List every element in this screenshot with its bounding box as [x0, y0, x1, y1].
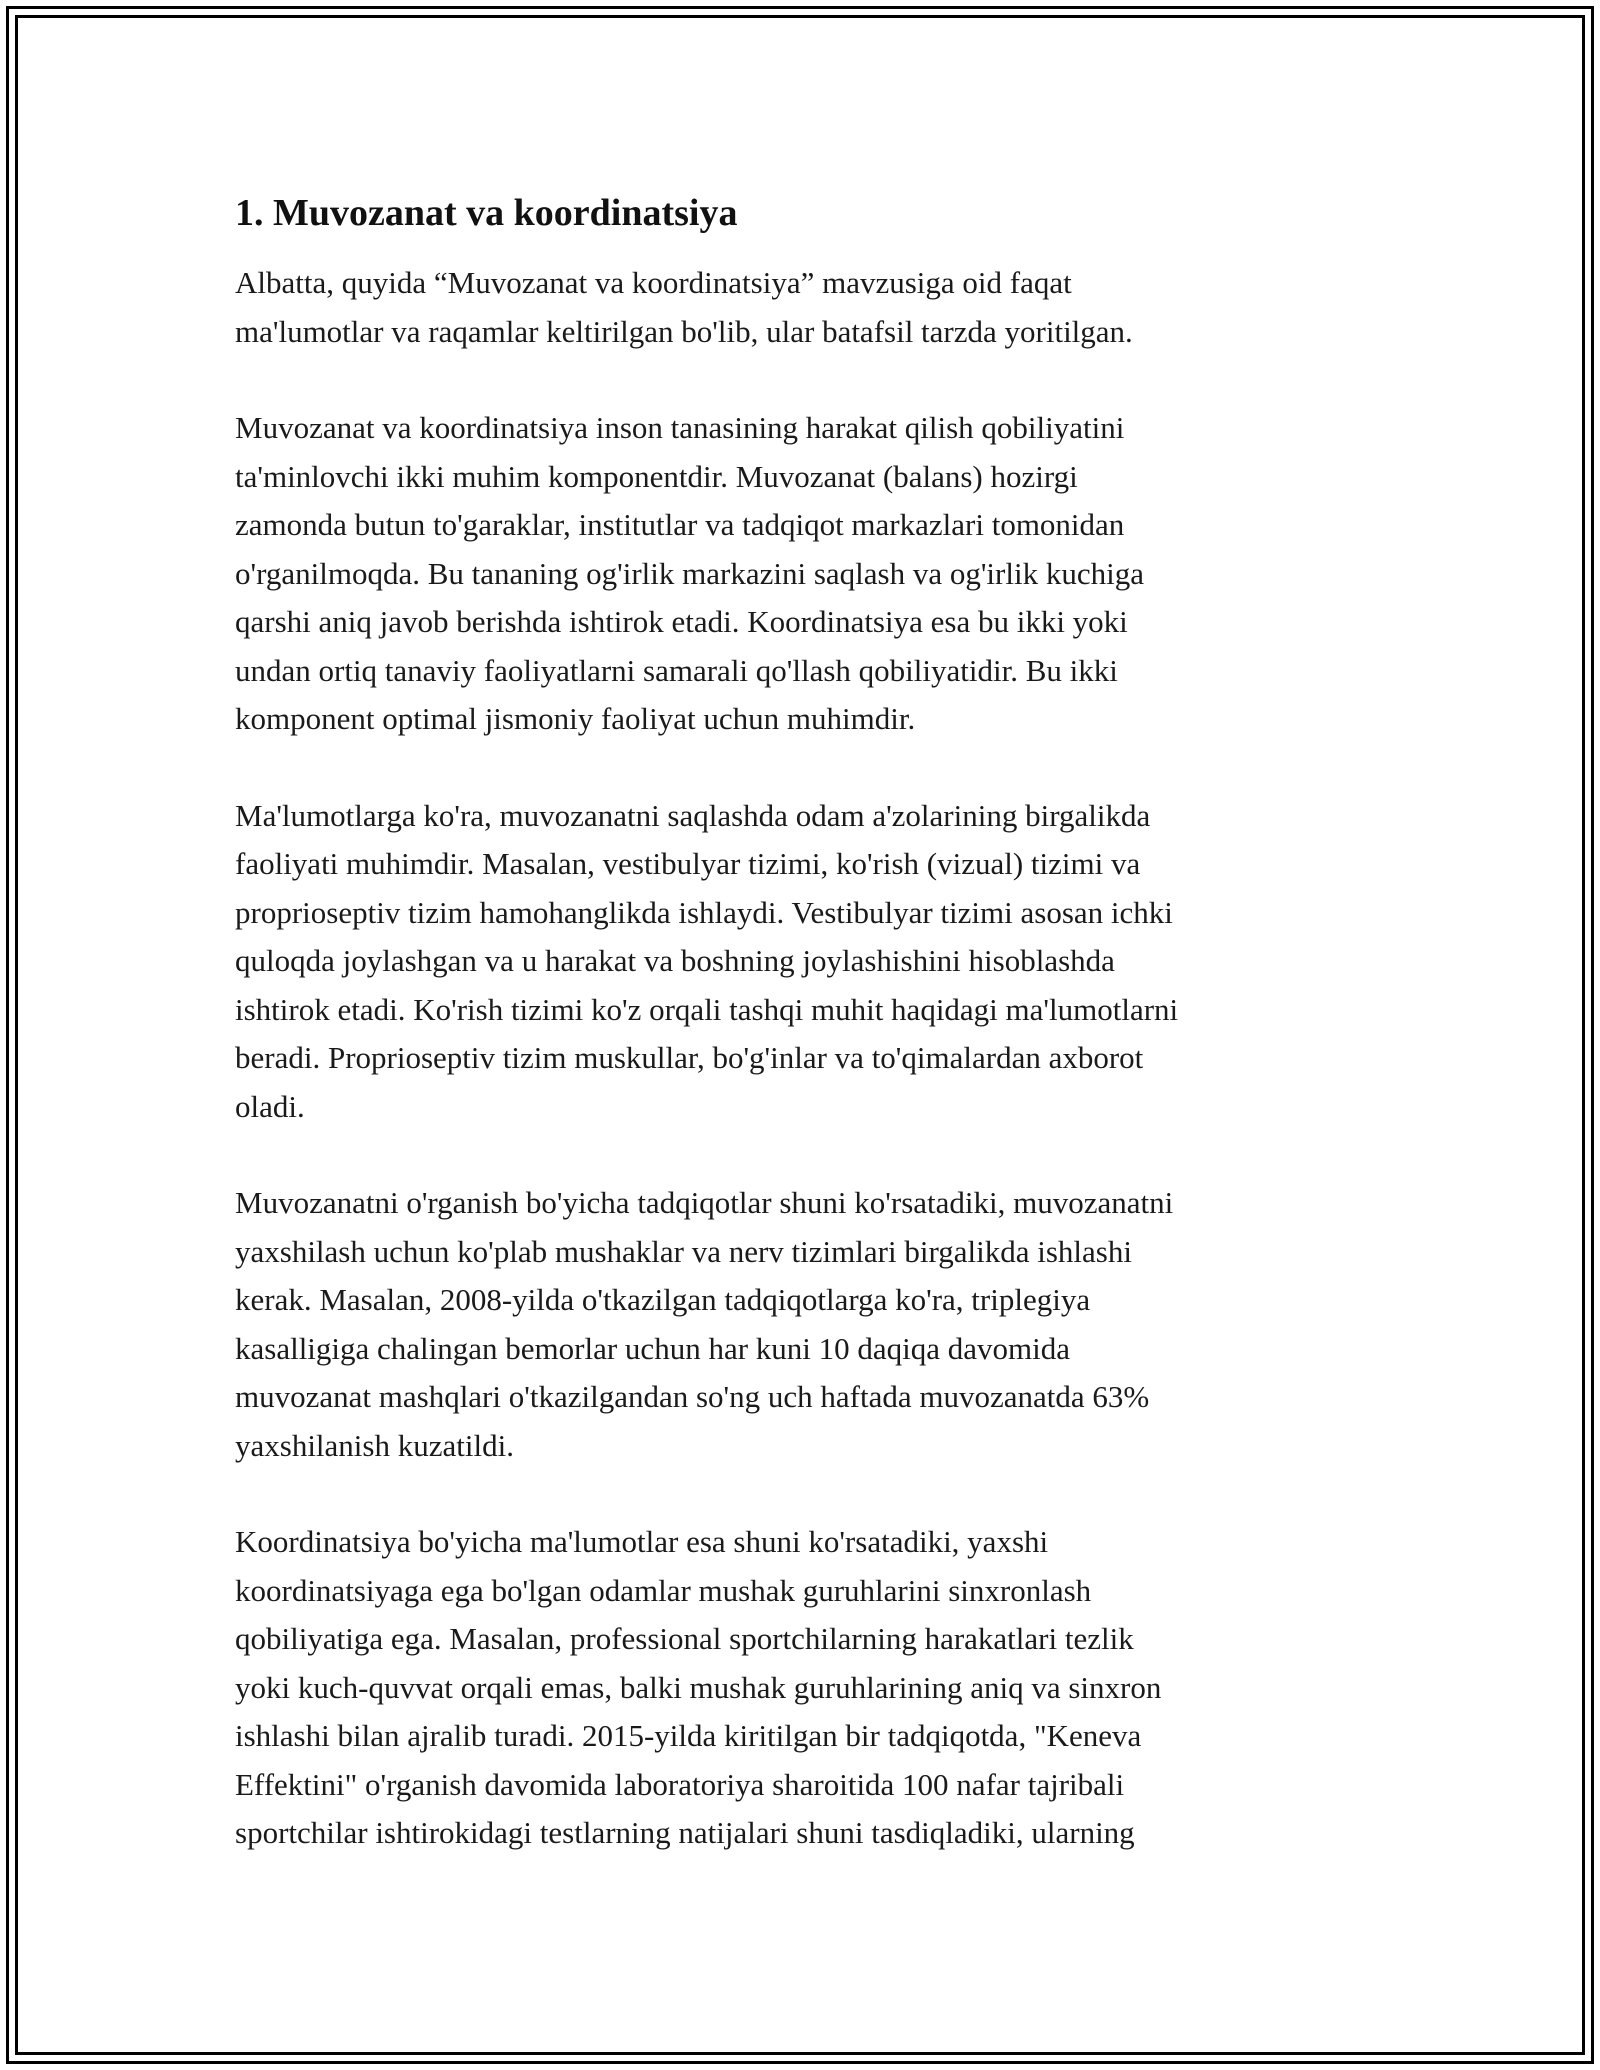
document-body	[235, 185, 1360, 1906]
paragraph-intro: Albatta, quyida “Muvozanat va koordinatsiya” mavzusiga oid faqat ma'lumotlar va raqamlar keltirilgan bo'lib, ular batafsil tarzda yoritilgan.	[235, 265, 1133, 349]
paragraph-definition: Muvozanat va koordinatsiya inson tanasining harakat qilish qobiliyatini ta'minlovchi ikki muhim komponentdir. Muvozanat (balans) hozirgi zamonda butun to'garaklar, institutlar va tadqiqot markazlari tomonidan o'rganilmoqda. Bu tananing og'irlik markazini saqlash va og'irlik kuchiga qarshi aniq javob berishda ishtirok etadi. Koordinatsiya esa bu ikki yoki undan ortiq tanaviy faoliyatlarni samarali qo'llash qobiliyatidir. Bu ikki komponent optimal jismoniy faoliyat uchun muhimdir.	[235, 410, 1144, 736]
section-heading: 1. Muvozanat va koordinatsiya	[235, 192, 738, 234]
paragraph-research: Muvozanatni o'rganish bo'yicha tadqiqotlar shuni ko'rsatadiki, muvozanatni yaxshilash uchun ko'plab mushaklar va nerv tizimlari birgalikda ishlashi kerak. Masalan, 2008-yilda o'tkazilgan tadqiqotlarga ko'ra, triplegiya kasalligiga chalingan bemorlar uchun har kuni 10 daqiqa davomida muvozanat mashqlari o'tkazilgandan so'ng uch haftada muvozanatda 63% yaxshilanish kuzatildi.	[235, 1185, 1174, 1463]
paragraph-coordination: Koordinatsiya bo'yicha ma'lumotlar esa shuni ko'rsatadiki, yaxshi koordinatsiyaga ega bo'lgan odamlar mushak guruhlarini sinxronlash qobiliyatiga ega. Masalan, professional sportchilarning harakatlari tezlik yoki kuch-quvvat orqali emas, balki mushak guruhlarining aniq va sinxron ishlashi bilan ajralib turadi. 2015-yilda kiritilgan bir tadqiqotda, "Keneva Effektini" o'rganish davomida laboratoriya sharoitida 100 nafar tajribali sportchilar ishtirokidagi testlarning natijalari shuni tasdiqladiki, ularning	[235, 1524, 1162, 1850]
paragraph-systems: Ma'lumotlarga ko'ra, muvozanatni saqlashda odam a'zolarining birgalikda faoliyati muhimdir. Masalan, vestibulyar tizimi, ko'rish (vizual) tizimi va proprioseptiv tizim hamohanglikda ishlaydi. Vestibulyar tizimi asosan ichki quloqda joylashgan va u harakat va boshning joylashishini hisoblashda ishtirok etadi. Ko'rish tizimi ko'z orqali tashqi muhit haqidagi ma'lumotlarni beradi. Proprioseptiv tizim muskullar, bo'g'inlar va to'qimalardan axborot oladi.	[235, 797, 1179, 1124]
